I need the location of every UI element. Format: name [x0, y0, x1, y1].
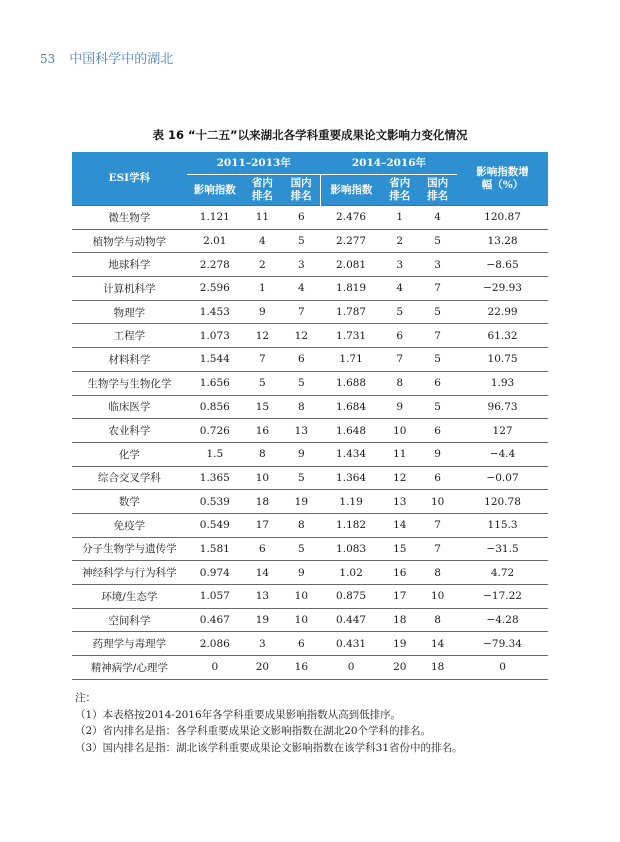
cell-index-2014-2016: 0.875: [321, 585, 382, 609]
cell-subject: 环境/生态学: [72, 585, 187, 609]
cell-index-2014-2016: 1.648: [321, 419, 382, 443]
cell-prov-rank-2011-2013: 5: [243, 371, 282, 395]
cell-index-2014-2016: 0.431: [321, 632, 382, 656]
header-prov-rank-1: [243, 175, 282, 206]
cell-index-2011-2013: 0.549: [187, 513, 243, 537]
table-row: [72, 253, 548, 277]
cell-nat-rank-2014-2016: 10: [418, 585, 457, 609]
cell-nat-rank-2014-2016: 8: [418, 561, 457, 585]
cell-nat-rank-2011-2013: 9: [282, 442, 321, 466]
cell-nat-rank-2011-2013: 5: [282, 229, 321, 253]
cell-prov-rank-2011-2013: 1: [243, 277, 282, 301]
cell-nat-rank-2011-2013: 3: [282, 253, 321, 277]
cell-index-2011-2013: 0: [187, 656, 243, 680]
table-row: [72, 395, 548, 419]
cell-change-pct: 96.73: [457, 395, 548, 419]
note-2: （2）省内排名是指：各学科重要成果论文影响指数在湖北20个学科的排名。: [75, 725, 432, 737]
table-row: [72, 442, 548, 466]
cell-index-2014-2016: 1.688: [321, 371, 382, 395]
page-header: [40, 48, 173, 67]
table-row: [72, 348, 548, 372]
cell-prov-rank-2014-2016: 14: [381, 513, 418, 537]
cell-nat-rank-2014-2016: 4: [418, 206, 457, 230]
cell-change-pct: −0.07: [457, 466, 548, 490]
cell-index-2014-2016: 1.19: [321, 490, 382, 514]
table-row: [72, 229, 548, 253]
header-nat-rank-2: [418, 175, 457, 206]
cell-subject: 计算机科学: [72, 277, 187, 301]
cell-nat-rank-2011-2013: 8: [282, 395, 321, 419]
cell-nat-rank-2011-2013: 6: [282, 632, 321, 656]
header-prov-rank-1-text: 省内排名: [251, 177, 273, 202]
cell-subject: 神经科学与行为科学: [72, 561, 187, 585]
table-row: [72, 608, 548, 632]
cell-nat-rank-2014-2016: 7: [418, 513, 457, 537]
table-row: [72, 206, 548, 230]
cell-prov-rank-2011-2013: 12: [243, 324, 282, 348]
cell-prov-rank-2014-2016: 12: [381, 466, 418, 490]
cell-change-pct: 4.72: [457, 561, 548, 585]
cell-change-pct: −17.22: [457, 585, 548, 609]
cell-subject: 综合交叉学科: [72, 466, 187, 490]
cell-change-pct: 120.78: [457, 490, 548, 514]
cell-nat-rank-2014-2016: 6: [418, 371, 457, 395]
cell-prov-rank-2014-2016: 4: [381, 277, 418, 301]
cell-nat-rank-2014-2016: 7: [418, 324, 457, 348]
table-row: [72, 585, 548, 609]
cell-subject: 材料科学: [72, 348, 187, 372]
cell-prov-rank-2011-2013: 7: [243, 348, 282, 372]
cell-prov-rank-2014-2016: 2: [381, 229, 418, 253]
note-3: （3）国内排名是指：湖北该学科重要成果论文影响指数在该学科31省份中的排名。: [75, 741, 463, 754]
cell-subject: 植物学与动物学: [72, 229, 187, 253]
cell-prov-rank-2014-2016: 8: [381, 371, 418, 395]
cell-nat-rank-2011-2013: 19: [282, 490, 321, 514]
cell-prov-rank-2014-2016: 11: [381, 442, 418, 466]
table-caption: 表 16 “十二五”以来湖北各学科重要成果论文影响力变化情况: [152, 128, 468, 142]
cell-nat-rank-2011-2013: 4: [282, 277, 321, 301]
cell-index-2011-2013: 0.467: [187, 608, 243, 632]
cell-subject: 空间科学: [72, 608, 187, 632]
cell-nat-rank-2011-2013: 12: [282, 324, 321, 348]
cell-index-2011-2013: 1.057: [187, 585, 243, 609]
notes-label: 注：: [75, 692, 96, 704]
cell-subject: 物理学: [72, 300, 187, 324]
header-nat-rank-2-text: 国内排名: [427, 177, 449, 202]
book-title: 中国科学中的湖北: [69, 52, 174, 67]
cell-index-2011-2013: 0.539: [187, 490, 243, 514]
cell-index-2014-2016: 1.02: [321, 561, 382, 585]
header-index-2: 影响指数: [321, 175, 382, 206]
cell-change-pct: 13.28: [457, 229, 548, 253]
cell-index-2011-2013: 1.5: [187, 442, 243, 466]
cell-change-pct: −29.93: [457, 277, 548, 301]
cell-prov-rank-2014-2016: 1: [381, 206, 418, 230]
cell-nat-rank-2011-2013: 5: [282, 537, 321, 561]
header-prov-rank-2: [381, 175, 418, 206]
header-subject: ESI学科: [72, 152, 187, 206]
cell-index-2011-2013: 1.453: [187, 300, 243, 324]
cell-index-2011-2013: 2.596: [187, 277, 243, 301]
cell-nat-rank-2014-2016: 6: [418, 466, 457, 490]
cell-nat-rank-2014-2016: 8: [418, 608, 457, 632]
table-row: [72, 561, 548, 585]
cell-index-2014-2016: 1.182: [321, 513, 382, 537]
cell-index-2011-2013: 1.656: [187, 371, 243, 395]
header-nat-rank-1-text: 国内排名: [290, 177, 312, 202]
cell-prov-rank-2011-2013: 6: [243, 537, 282, 561]
cell-index-2014-2016: 2.277: [321, 229, 382, 253]
cell-change-pct: −31.5: [457, 537, 548, 561]
cell-index-2014-2016: 1.364: [321, 466, 382, 490]
cell-nat-rank-2011-2013: 10: [282, 608, 321, 632]
cell-change-pct: 61.32: [457, 324, 548, 348]
cell-index-2014-2016: 0: [321, 656, 382, 680]
cell-nat-rank-2011-2013: 10: [282, 585, 321, 609]
cell-prov-rank-2011-2013: 9: [243, 300, 282, 324]
cell-prov-rank-2014-2016: 10: [381, 419, 418, 443]
cell-nat-rank-2014-2016: 14: [418, 632, 457, 656]
cell-index-2011-2013: 1.365: [187, 466, 243, 490]
cell-nat-rank-2011-2013: 6: [282, 348, 321, 372]
cell-prov-rank-2014-2016: 17: [381, 585, 418, 609]
cell-nat-rank-2014-2016: 6: [418, 419, 457, 443]
cell-prov-rank-2011-2013: 14: [243, 561, 282, 585]
cell-subject: 药理学与毒理学: [72, 632, 187, 656]
cell-nat-rank-2014-2016: 9: [418, 442, 457, 466]
cell-prov-rank-2011-2013: 10: [243, 466, 282, 490]
cell-nat-rank-2011-2013: 5: [282, 371, 321, 395]
cell-index-2014-2016: 2.476: [321, 206, 382, 230]
cell-change-pct: −79.34: [457, 632, 548, 656]
cell-prov-rank-2014-2016: 18: [381, 608, 418, 632]
cell-index-2011-2013: 0.726: [187, 419, 243, 443]
cell-index-2011-2013: 0.856: [187, 395, 243, 419]
cell-nat-rank-2011-2013: 13: [282, 419, 321, 443]
cell-change-pct: 115.3: [457, 513, 548, 537]
cell-index-2014-2016: 1.787: [321, 300, 382, 324]
cell-subject: 生物学与生物化学: [72, 371, 187, 395]
cell-index-2011-2013: 1.121: [187, 206, 243, 230]
page-number: 53: [40, 52, 56, 66]
table-row: [72, 466, 548, 490]
cell-prov-rank-2014-2016: 16: [381, 561, 418, 585]
cell-nat-rank-2014-2016: 3: [418, 253, 457, 277]
cell-prov-rank-2014-2016: 3: [381, 253, 418, 277]
header-nat-rank-1: [282, 175, 321, 206]
cell-change-pct: −8.65: [457, 253, 548, 277]
table-row: [72, 656, 548, 680]
table-row: [72, 277, 548, 301]
cell-nat-rank-2011-2013: 8: [282, 513, 321, 537]
cell-prov-rank-2011-2013: 3: [243, 632, 282, 656]
header-period-2011-2013: 2011–2013年: [187, 152, 321, 175]
cell-prov-rank-2011-2013: 17: [243, 513, 282, 537]
cell-subject: 化学: [72, 442, 187, 466]
cell-index-2014-2016: 1.083: [321, 537, 382, 561]
cell-index-2011-2013: 1.581: [187, 537, 243, 561]
cell-subject: 数学: [72, 490, 187, 514]
table-row: [72, 537, 548, 561]
cell-nat-rank-2014-2016: 5: [418, 229, 457, 253]
cell-prov-rank-2011-2013: 13: [243, 585, 282, 609]
table-row: [72, 513, 548, 537]
cell-nat-rank-2011-2013: 9: [282, 561, 321, 585]
cell-prov-rank-2014-2016: 7: [381, 348, 418, 372]
cell-nat-rank-2014-2016: 7: [418, 537, 457, 561]
cell-change-pct: 22.99: [457, 300, 548, 324]
cell-change-pct: −4.28: [457, 608, 548, 632]
cell-prov-rank-2011-2013: 4: [243, 229, 282, 253]
header-index-1: 影响指数: [187, 175, 243, 206]
table-row: [72, 324, 548, 348]
cell-prov-rank-2014-2016: 20: [381, 656, 418, 680]
cell-index-2014-2016: 1.819: [321, 277, 382, 301]
cell-prov-rank-2014-2016: 5: [381, 300, 418, 324]
cell-subject: 临床医学: [72, 395, 187, 419]
cell-index-2014-2016: 1.71: [321, 348, 382, 372]
cell-prov-rank-2011-2013: 2: [243, 253, 282, 277]
cell-nat-rank-2014-2016: 5: [418, 395, 457, 419]
cell-subject: 精神病学/心理学: [72, 656, 187, 680]
cell-change-pct: 1.93: [457, 371, 548, 395]
cell-prov-rank-2014-2016: 19: [381, 632, 418, 656]
cell-change-pct: 120.87: [457, 206, 548, 230]
cell-prov-rank-2011-2013: 15: [243, 395, 282, 419]
header-prov-rank-2-text: 省内排名: [389, 177, 411, 202]
cell-index-2011-2013: 1.544: [187, 348, 243, 372]
cell-change-pct: 127: [457, 419, 548, 443]
cell-nat-rank-2014-2016: 5: [418, 348, 457, 372]
table-row: [72, 419, 548, 443]
cell-subject: 工程学: [72, 324, 187, 348]
cell-prov-rank-2014-2016: 13: [381, 490, 418, 514]
cell-index-2011-2013: 2.086: [187, 632, 243, 656]
header-change-text: 影响指数增幅（%）: [476, 165, 529, 191]
cell-index-2011-2013: 0.974: [187, 561, 243, 585]
cell-nat-rank-2011-2013: 5: [282, 466, 321, 490]
cell-index-2014-2016: 0.447: [321, 608, 382, 632]
cell-nat-rank-2014-2016: 7: [418, 277, 457, 301]
cell-index-2011-2013: 2.01: [187, 229, 243, 253]
cell-change-pct: 0: [457, 656, 548, 680]
cell-prov-rank-2014-2016: 9: [381, 395, 418, 419]
cell-prov-rank-2011-2013: 20: [243, 656, 282, 680]
table-row: [72, 371, 548, 395]
cell-nat-rank-2014-2016: 10: [418, 490, 457, 514]
cell-index-2014-2016: 1.434: [321, 442, 382, 466]
cell-nat-rank-2011-2013: 7: [282, 300, 321, 324]
table-row: [72, 490, 548, 514]
cell-change-pct: −4.4: [457, 442, 548, 466]
cell-prov-rank-2011-2013: 8: [243, 442, 282, 466]
cell-subject: 微生物学: [72, 206, 187, 230]
cell-nat-rank-2014-2016: 18: [418, 656, 457, 680]
table-notes: [75, 690, 463, 756]
cell-index-2011-2013: 1.073: [187, 324, 243, 348]
cell-nat-rank-2014-2016: 5: [418, 300, 457, 324]
cell-prov-rank-2011-2013: 19: [243, 608, 282, 632]
header-period-2014-2016: 2014–2016年: [321, 152, 457, 175]
cell-index-2014-2016: 1.684: [321, 395, 382, 419]
cell-nat-rank-2011-2013: 6: [282, 206, 321, 230]
cell-prov-rank-2014-2016: 15: [381, 537, 418, 561]
cell-change-pct: 10.75: [457, 348, 548, 372]
cell-prov-rank-2014-2016: 6: [381, 324, 418, 348]
cell-subject: 农业科学: [72, 419, 187, 443]
table-row: [72, 632, 548, 656]
cell-subject: 免疫学: [72, 513, 187, 537]
header-change: [457, 152, 548, 206]
cell-prov-rank-2011-2013: 18: [243, 490, 282, 514]
cell-nat-rank-2011-2013: 16: [282, 656, 321, 680]
cell-prov-rank-2011-2013: 11: [243, 206, 282, 230]
table-row: [72, 300, 548, 324]
cell-index-2014-2016: 1.731: [321, 324, 382, 348]
cell-index-2011-2013: 2.278: [187, 253, 243, 277]
data-table: [72, 152, 548, 680]
cell-subject: 分子生物学与遗传学: [72, 537, 187, 561]
cell-index-2014-2016: 2.081: [321, 253, 382, 277]
cell-subject: 地球科学: [72, 253, 187, 277]
note-1: （1）本表格按2014-2016年各学科重要成果影响指数从高到低排序。: [75, 708, 402, 721]
cell-prov-rank-2011-2013: 16: [243, 419, 282, 443]
